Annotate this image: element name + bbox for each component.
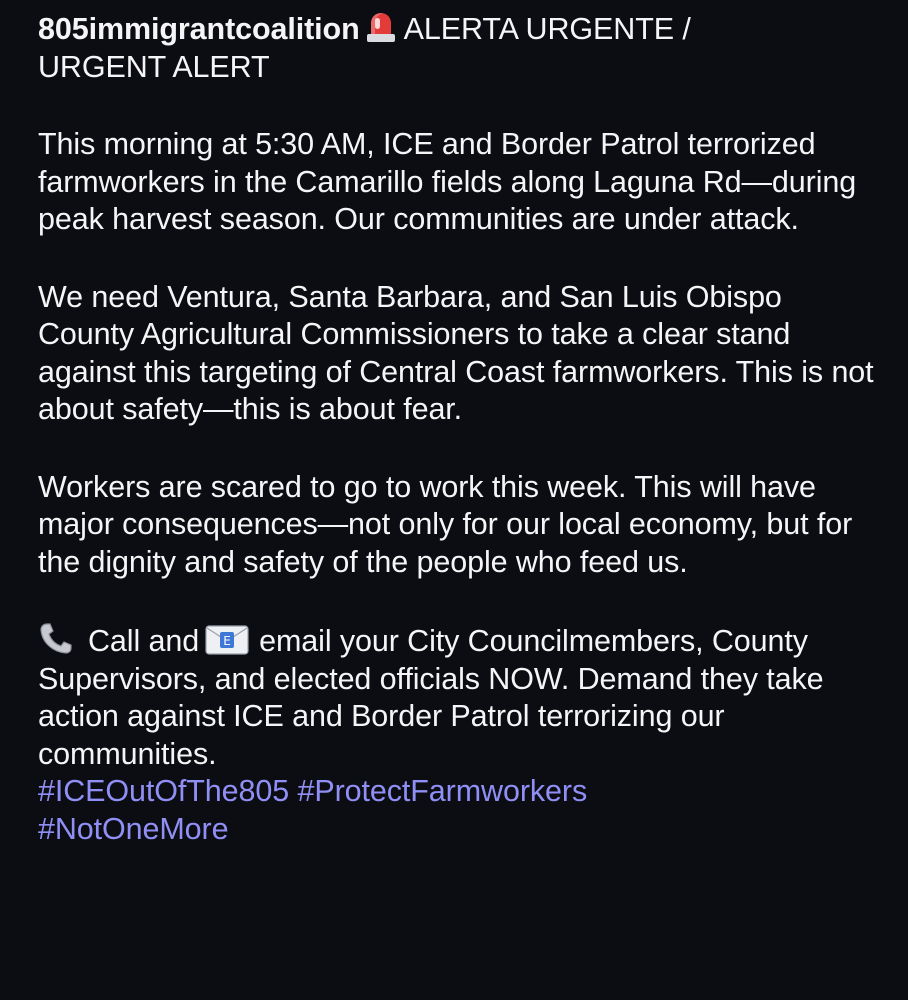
- caption-paragraph-1: This morning at 5:30 AM, ICE and Border Patrol terrorized farmworkers in the Camarillo fields along Laguna Rd—during peak harvest season. Our communities are under attack.: [38, 127, 857, 236]
- hashtag-not-one-more[interactable]: #NotOneMore: [38, 811, 229, 846]
- caption-header: [38, 10, 878, 49]
- alert-title-line-2: URGENT ALERT: [38, 49, 270, 84]
- email-instruction: email your City Councilmembers, County Supervisors, and elected officials NOW. Demand they take action against ICE and Border Patrol terrorizing our communities.: [38, 624, 824, 771]
- caption-paragraph-3: Workers are scared to go to work this week. This will have major consequences—not only for our local economy, but for the dignity and safety of the people who feed us.: [38, 469, 853, 579]
- call-label: Call and: [88, 624, 200, 658]
- caption-paragraph-2: We need Ventura, Santa Barbara, and San Luis Obispo County Agricultural Commissioners to take a clear stand against this targeting of Central Coast farmworkers. This is not about safety—this is about fear.: [38, 279, 874, 426]
- hashtag-ice-out-of-the-805[interactable]: #ICEOutOfThe805: [38, 774, 290, 808]
- hashtag-list: [38, 773, 878, 848]
- envelope-e-mail-icon: [205, 625, 249, 655]
- police-siren-icon: [364, 10, 398, 44]
- telephone-receiver-icon: [38, 621, 76, 655]
- alert-title: ALERTA URGENTE /: [403, 12, 691, 46]
- username-link[interactable]: 805immigrantcoalition: [38, 12, 360, 46]
- call-to-action: [38, 621, 878, 773]
- post-caption: [38, 10, 878, 848]
- hashtag-protect-farmworkers[interactable]: #ProtectFarmworkers: [297, 774, 588, 808]
- svg-text:E: E: [223, 634, 231, 648]
